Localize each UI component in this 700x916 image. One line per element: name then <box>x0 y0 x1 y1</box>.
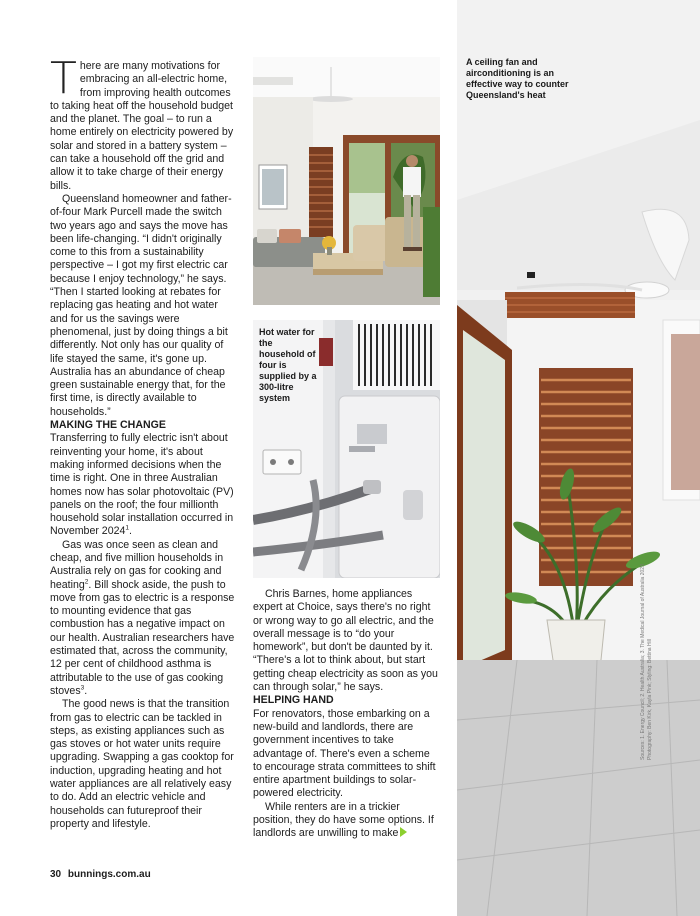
credit-line-1 <box>640 690 647 760</box>
photo-credit <box>640 639 654 760</box>
living-room-illustration <box>253 57 440 305</box>
footnote-ref-3: 3 <box>80 684 85 692</box>
credit-line-2: Photography: Ben Kirk, Kayla Pink; Styling: Bettina Hill <box>647 639 653 760</box>
page-number: 30 <box>50 869 62 880</box>
paragraph-transferring-text: Transferring to fully electric isn't about reinventing your home, it's about making informed decisions when the time is right. One in three Australian homes now has solar photovoltaic (PV) panels on the roof; the four millionth household solar installation occurred in November 2024 <box>50 432 234 538</box>
paragraph-gas <box>50 539 238 699</box>
article-column-1 <box>50 53 238 831</box>
subhead-helping-hand: HELPING HAND <box>253 694 334 707</box>
drop-cap: T <box>50 53 77 104</box>
paragraph-gas-text: Gas was once seen as clean and cheap, and five million households in Australia rely on gas for cooking and heating <box>50 538 224 591</box>
paragraph-renters <box>253 801 441 841</box>
paragraph-good-news: The good news is that the transition from gas to electric can be tackled in steps, as existing appliances such as gas stoves or hot water units require upgrading. Swapping a gas cooktop for induction, upgrading heating and hot water appliances are all relatively easy to do. Add an electric vehicle and households can futureproof their property and lifestyle. <box>50 698 234 830</box>
continue-arrow-icon <box>400 827 407 837</box>
page-footer <box>50 869 151 880</box>
footnote-ref-2: 2 <box>84 578 89 586</box>
ceiling-fan-photo <box>457 0 700 916</box>
intro-text: here are many motivations for embracing an all-electric home, from improving health outcomes to taking heat off the household budget and the planet. The goal – to run a home entirely on electricity powered by solar and stored in a battery system – can take a household off the grid and allow it to take charge of their energy bills. <box>50 60 234 192</box>
paragraph-renters-text: While renters are in a trickier position, they do have some options. If landlords are unwilling to make <box>253 800 434 840</box>
living-room-photo <box>253 57 440 305</box>
footer-site: bunnings.com.au <box>67 869 151 880</box>
paragraph-renovators: For renovators, those embarking on a new-build and landlords, there are government incentives to take advantage of. There's even a scheme to encourage strata committees to shift entire apartment buildings to solar-powered electricity. <box>253 707 436 800</box>
article-column-2 <box>253 588 441 841</box>
paragraph-mark-purcell: Queensland homeowner and father-of-four Mark Purcell made the switch two years ago and says the move has been life-changing. “I didn't originally come to this from a sustainability perspective – I got my first electric car because I enjoy technology,” he says. “Then I started looking at rebates for replacing gas heating and hot water and for us the savings were phenomenal, just by doing things a bit differently. Not only has our quality of life stayed the same, it's gone up. Australia has an abundance of cheap green sustainable energy that, for the first time, is directly available to households.” <box>50 192 232 418</box>
footnote-ref-1: 1 <box>125 524 130 532</box>
paragraph-gas-rest: . Bill shock aside, the push to move from gas to electric is a response to mounting evidence that gas combustion has a negative impact on our health. Australian researchers have estimated that, across the community, 12 per cent of childhood asthma is attributable to the use of gas cooking stoves <box>50 578 235 697</box>
paragraph-transferring-end: . <box>129 525 132 538</box>
subhead-making-the-change: MAKING THE CHANGE <box>50 419 166 432</box>
ceiling-fan-caption: A ceiling fan and airconditioning is an effective way to counter Queensland's heat <box>466 57 569 100</box>
paragraph-chris-barnes: Chris Barnes, home appliances expert at Choice, says there's no right or wrong way to go all electric, and the overall message is to “do your homework”, but don't be daunted by it. “There's a lot to think about, but start getting cheap electricity as soon as you can through solar,” he says. <box>253 588 438 694</box>
ceiling-fan-illustration <box>457 0 700 916</box>
intro-paragraph <box>50 53 238 193</box>
paragraph-gas-end: . <box>84 684 88 697</box>
hot-water-caption: Hot water for the household of four is supplied by a 300-litre system <box>259 327 317 403</box>
paragraph-transferring <box>50 432 238 538</box>
